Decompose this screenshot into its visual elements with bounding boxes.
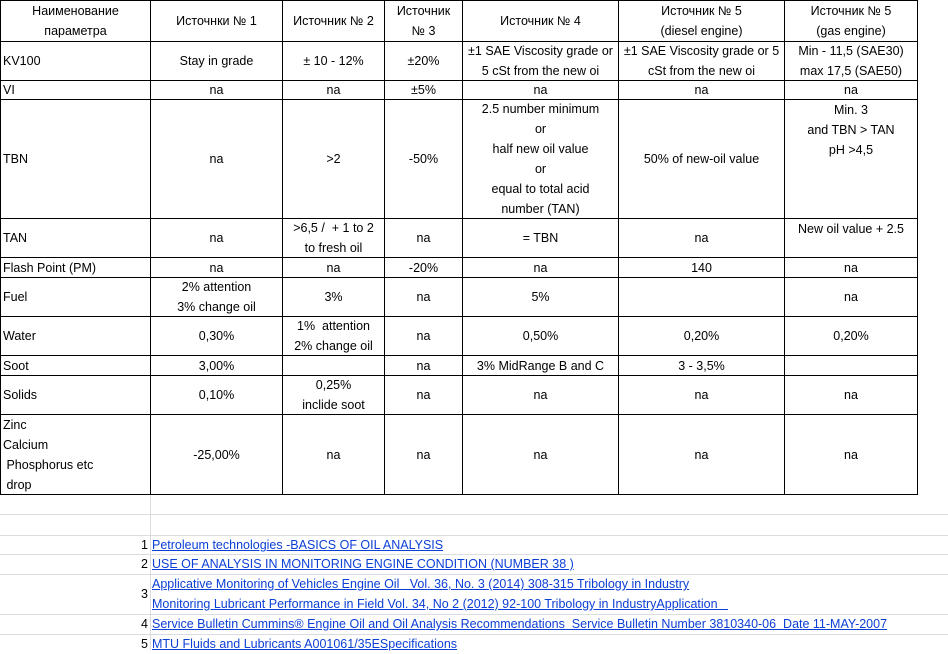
table-cell[interactable] <box>283 278 384 316</box>
cell-text: Soot <box>3 358 29 373</box>
cell-text: 50% of new-oil value <box>643 152 760 166</box>
cell-text: drop <box>3 477 32 492</box>
cell-text: na <box>416 388 431 402</box>
cell-text: na <box>416 290 431 304</box>
table-cell[interactable] <box>463 278 618 316</box>
header-cell[interactable] <box>785 1 917 41</box>
cell-text: Zinc <box>3 417 27 432</box>
table-cell[interactable] <box>619 81 784 99</box>
cell-text: Calcium <box>3 437 49 452</box>
table-cell[interactable] <box>463 376 618 414</box>
table-cell[interactable] <box>463 42 618 80</box>
cell-text: na <box>416 329 431 343</box>
table-cell[interactable] <box>463 100 618 218</box>
table-cell[interactable] <box>463 356 618 375</box>
cell-text: Phosphorus etc <box>3 457 94 472</box>
table-cell[interactable] <box>1 317 150 355</box>
cell-text: na <box>326 83 341 97</box>
cell-text: na <box>209 260 224 275</box>
cell-text: ± 10 - 12% <box>303 54 364 68</box>
cell-text: Наименование <box>32 4 119 18</box>
cell-text: ±20% <box>407 54 440 68</box>
cell-text: = TBN <box>522 231 559 245</box>
table-cell[interactable] <box>385 42 462 80</box>
cell-text: Fuel <box>3 290 28 304</box>
grid-line <box>150 494 151 650</box>
grid-line <box>0 514 948 515</box>
cell-text: na <box>416 231 431 245</box>
cell-text: Источник № 4 <box>500 14 581 28</box>
table-cell[interactable] <box>385 356 462 375</box>
cell-text: na <box>533 260 548 275</box>
table-cell[interactable] <box>785 415 917 494</box>
reference-number: 2 <box>141 557 148 571</box>
cell-text: number (TAN) <box>501 202 580 216</box>
table-cell[interactable] <box>283 100 384 218</box>
table-cell[interactable] <box>463 81 618 99</box>
table-cell[interactable] <box>785 376 917 414</box>
reference-number: 3 <box>141 587 148 601</box>
table-cell[interactable] <box>463 219 618 257</box>
table-cell[interactable] <box>283 376 384 414</box>
table-cell[interactable] <box>785 258 917 277</box>
cell-text: 5 cSt from the new oi <box>481 64 600 78</box>
table-cell[interactable] <box>785 100 917 218</box>
cell-text: 3% MidRange B and C <box>476 358 605 373</box>
table-cell[interactable] <box>463 258 618 277</box>
reference-number: 1 <box>141 538 148 552</box>
cell-text: Stay in grade <box>179 54 254 68</box>
header-cell[interactable] <box>151 1 282 41</box>
table-cell[interactable] <box>1 258 150 277</box>
cell-text: 0,20% <box>683 329 720 343</box>
header-cell[interactable] <box>619 1 784 41</box>
cell-text: pH >4,5 <box>828 143 874 157</box>
cell-text: 2% attention <box>181 280 252 294</box>
table-cell[interactable] <box>385 376 462 414</box>
table-cell[interactable] <box>463 317 618 355</box>
cell-text: 3,00% <box>198 358 235 373</box>
header-cell[interactable] <box>385 1 462 41</box>
cell-text: na <box>416 358 431 373</box>
table-cell[interactable] <box>785 219 917 257</box>
cell-text: na <box>844 290 858 304</box>
cell-text: 0,20% <box>833 329 869 343</box>
cell-text: Water <box>3 329 36 343</box>
cell-text: Источник № 2 <box>293 14 374 28</box>
cell-text: na <box>533 447 548 462</box>
reference-link[interactable]: MTU Fluids and Lubricants A001061/35ESpecifications <box>152 637 458 651</box>
table-cell[interactable] <box>385 100 462 218</box>
cell-text: -20% <box>408 260 439 275</box>
cell-text: na <box>209 83 224 97</box>
cell-text: na <box>416 447 431 462</box>
table-cell[interactable] <box>385 258 462 277</box>
cell-text: na <box>326 260 341 275</box>
header-cell[interactable] <box>283 1 384 41</box>
table-cell[interactable] <box>463 415 618 494</box>
cell-text: equal to total acid <box>491 182 590 196</box>
cell-text: Источнки № 1 <box>176 14 257 28</box>
table-cell[interactable] <box>619 356 784 375</box>
table-cell[interactable] <box>151 42 282 80</box>
cell-text: max 17,5 (SAE50) <box>799 64 903 78</box>
table-cell[interactable] <box>151 278 282 316</box>
cell-text: 3 - 3,5% <box>678 358 725 373</box>
table-cell[interactable] <box>283 356 384 375</box>
table-cell[interactable] <box>151 356 282 375</box>
table-cell[interactable] <box>1 278 150 316</box>
cell-text: Min - 11,5 (SAE30) <box>798 44 904 58</box>
cell-text: or <box>534 162 547 176</box>
cell-text: inclide soot <box>302 398 365 412</box>
reference-link[interactable]: Applicative Monitoring of Vehicles Engine Oil Vol. 36, No. 3 (2014) 308-315 Tribology in Industry <box>152 577 690 591</box>
cell-text: Min. 3 <box>833 103 869 117</box>
cell-text: >6,5 / + 1 to 2 <box>293 221 374 235</box>
cell-text: or <box>534 122 547 136</box>
cell-text: Источник № 5 <box>661 4 742 18</box>
cell-text: >2 <box>326 152 341 166</box>
table-cell[interactable] <box>1 100 150 218</box>
cell-text: Flash Point (PM) <box>3 260 97 275</box>
table-cell[interactable] <box>385 415 462 494</box>
table-cell[interactable] <box>151 317 282 355</box>
table-cell[interactable] <box>785 317 917 355</box>
cell-text: na <box>209 152 224 166</box>
table-cell[interactable] <box>151 258 282 277</box>
table-cell[interactable] <box>283 317 384 355</box>
table-cell[interactable] <box>1 376 150 414</box>
cell-text: (gas engine) <box>816 24 886 38</box>
table-cell[interactable] <box>785 278 917 316</box>
reference-link[interactable]: Petroleum technologies -BASICS OF OIL ANALYSIS <box>152 538 444 552</box>
cell-text: 0,25% <box>315 378 352 392</box>
cell-text: Solids <box>3 388 38 402</box>
table-cell[interactable] <box>1 415 150 494</box>
header-cell[interactable] <box>1 1 150 41</box>
cell-text: 2% change oil <box>294 339 373 353</box>
reference-link[interactable]: Monitoring Lubricant Performance in Field Vol. 34, No 2 (2012) 92-100 Tribology in IndustryApplication <box>152 597 729 611</box>
cell-text: ±1 SAE Viscosity grade or <box>468 44 613 58</box>
cell-text: half new oil value <box>492 142 589 156</box>
cell-text: na <box>533 83 548 97</box>
cell-text: na <box>844 388 858 402</box>
cell-text: na <box>326 447 341 462</box>
cell-text: Источник <box>396 4 451 18</box>
table-cell[interactable] <box>785 356 917 375</box>
cell-text: na <box>844 260 858 275</box>
table-cell[interactable] <box>283 219 384 257</box>
cell-text: 0,10% <box>198 388 235 402</box>
cell-text: TBN <box>3 152 28 166</box>
table-cell[interactable] <box>151 415 282 494</box>
table-cell[interactable] <box>619 415 784 494</box>
table-cell[interactable] <box>283 415 384 494</box>
table-cell[interactable] <box>283 81 384 99</box>
table-cell[interactable] <box>785 42 917 80</box>
cell-text: New oil value + 2.5 <box>798 222 904 236</box>
cell-text: 3% <box>324 290 343 304</box>
cell-text: № 3 <box>411 24 436 38</box>
table-cell[interactable] <box>619 258 784 277</box>
table-cell[interactable] <box>785 81 917 99</box>
table-cell[interactable] <box>385 81 462 99</box>
reference-number: 5 <box>141 637 148 651</box>
table-cell[interactable] <box>283 258 384 277</box>
table-cell[interactable] <box>151 376 282 414</box>
cell-text: 5% <box>531 290 550 304</box>
cell-text: 3% change oil <box>177 300 256 314</box>
table-cell[interactable] <box>619 376 784 414</box>
cell-text: na <box>694 231 709 245</box>
cell-text: na <box>694 83 709 97</box>
cell-text: Источник № 5 <box>810 4 892 18</box>
cell-text: KV100 <box>3 54 41 68</box>
cell-text: 0,50% <box>522 329 559 343</box>
cell-text: and TBN > TAN <box>807 123 895 137</box>
cell-text: ±5% <box>411 83 436 97</box>
cell-text: na <box>694 388 709 402</box>
table-cell[interactable] <box>619 317 784 355</box>
cell-text: VI <box>3 83 15 97</box>
header-cell[interactable] <box>463 1 618 41</box>
cell-text: na <box>209 231 224 245</box>
table-cell[interactable] <box>619 219 784 257</box>
table-cell[interactable] <box>151 100 282 218</box>
table-cell[interactable] <box>283 42 384 80</box>
reference-link[interactable]: Service Bulletin Cummins® Engine Oil and Oil Analysis Recommendations Service Bulletin Number 3810340-06 Date 11-MAY-2007 <box>152 617 888 631</box>
cell-text: cSt from the new oi <box>648 64 755 78</box>
table-cell[interactable] <box>151 81 282 99</box>
cell-text: TAN <box>3 231 28 245</box>
table-cell[interactable] <box>1 81 150 99</box>
cell-text: 0,30% <box>198 329 235 343</box>
cell-text: 1% attention <box>297 319 370 333</box>
cell-text: -25,00% <box>193 447 240 462</box>
table-cell[interactable] <box>619 278 784 316</box>
table-border <box>917 0 918 495</box>
table-cell[interactable] <box>1 356 150 375</box>
cell-text: na <box>844 83 858 97</box>
table-cell[interactable] <box>1 42 150 80</box>
table-cell[interactable] <box>385 317 462 355</box>
table-cell[interactable] <box>151 219 282 257</box>
reference-number: 4 <box>141 617 148 631</box>
cell-text: na <box>694 447 709 462</box>
cell-text: параметра <box>44 24 107 38</box>
reference-link[interactable]: USE OF ANALYSIS IN MONITORING ENGINE CONDITION (NUMBER 38 ) <box>152 557 574 571</box>
table-border <box>0 494 918 495</box>
cell-text: 140 <box>691 260 712 275</box>
table-cell[interactable] <box>385 278 462 316</box>
table-cell[interactable] <box>385 219 462 257</box>
table-cell[interactable] <box>1 219 150 257</box>
cell-text: -50% <box>408 152 439 166</box>
cell-text: ±1 SAE Viscosity grade or 5 <box>623 44 780 58</box>
cell-text: na <box>533 388 548 402</box>
table-cell[interactable] <box>619 42 784 80</box>
table-cell[interactable] <box>619 100 784 218</box>
cell-text: na <box>844 447 858 462</box>
cell-text: 2.5 number minimum <box>481 102 600 116</box>
cell-text: to fresh oil <box>304 241 363 255</box>
cell-text: (diesel engine) <box>660 24 743 38</box>
